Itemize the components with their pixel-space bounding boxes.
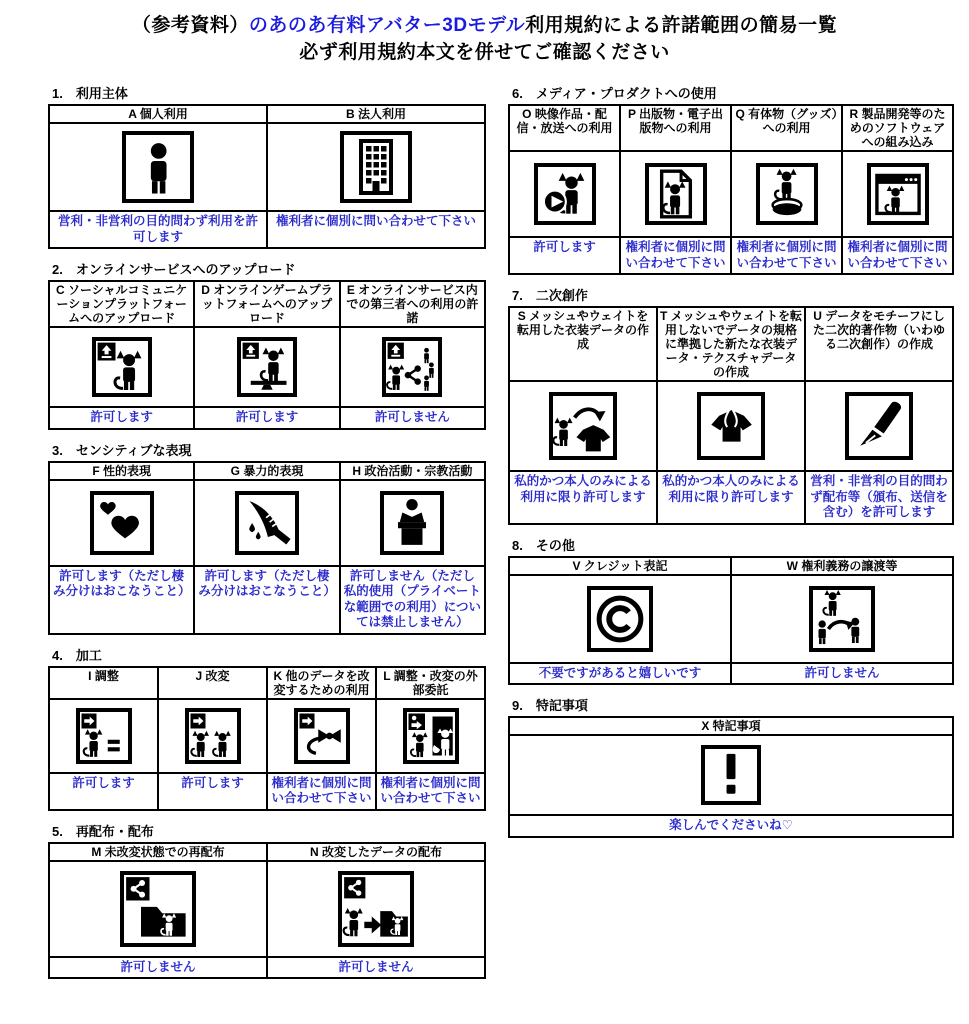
- software-icon: [867, 163, 929, 225]
- icon-cell: [49, 480, 194, 566]
- status-text: 許可しません: [731, 663, 953, 685]
- status-text: 許可します: [158, 773, 267, 810]
- category-header: S メッシュやウェイトを転用した衣装データの作成: [509, 307, 657, 381]
- category-header: R 製品開発等のためのソフトウェアへの組み込み: [842, 105, 953, 151]
- modify-other-data-icon: [294, 708, 350, 764]
- section-heading: 6. メディア・プロダクトへの使用: [512, 86, 717, 101]
- category-header: I 調整: [49, 667, 158, 699]
- section-online-upload: [48, 262, 486, 430]
- category-header: G 暴力的表現: [194, 462, 339, 480]
- status-text: 許可します（ただし棲み分けはおこなうこと）: [49, 566, 194, 634]
- status-text: 許可します: [49, 407, 194, 429]
- category-header: L 調整・改変の外部委託: [376, 667, 485, 699]
- status-text: 許可しません: [267, 957, 485, 979]
- page-title: [0, 12, 969, 66]
- knife-icon: [235, 491, 299, 555]
- modify-icon: [185, 708, 241, 764]
- status-text: 許可します: [509, 237, 620, 274]
- section-heading: 4. 加工: [52, 647, 102, 663]
- status-text: 不要ですがあると嬉しいです: [509, 663, 731, 685]
- icon-cell: [340, 327, 485, 407]
- category-header: E オンラインサービス内での第三者への利用の許諾: [340, 281, 485, 327]
- redistribute-icon: [120, 871, 196, 947]
- permission-table: [508, 104, 954, 275]
- podium-icon: [380, 491, 444, 555]
- status-text: 許可しません: [340, 407, 485, 429]
- title-suffix: 利用規約による許諾範囲の簡易一覧: [525, 15, 838, 36]
- status-text: 営利・非営利の目的問わず利用を許可します: [49, 211, 267, 248]
- icon-cell: [731, 151, 842, 237]
- category-header: O 映像作品・配信・放送への利用: [509, 105, 620, 151]
- section-derivative-works: [508, 288, 954, 525]
- section-usage-subject: [48, 86, 486, 249]
- category-header: W 権利義務の譲渡等: [731, 557, 953, 575]
- title-product-name: のあのあ有料アバター3Dモデル: [248, 15, 526, 36]
- icon-cell: [509, 575, 731, 663]
- left-column: [48, 86, 486, 979]
- category-header: N 改変したデータの配布: [267, 843, 485, 861]
- icon-cell: [509, 381, 657, 471]
- section-processing: [48, 648, 486, 811]
- permission-table: [48, 280, 486, 430]
- section-special-notes: [508, 698, 954, 838]
- icon-cell: [158, 699, 267, 773]
- copyright-icon: [587, 586, 653, 652]
- building-icon: [340, 131, 412, 203]
- icon-cell: [267, 699, 376, 773]
- icon-cell: [842, 151, 953, 237]
- permission-table: [508, 716, 954, 838]
- section-others: [508, 538, 954, 686]
- person-icon: [122, 131, 194, 203]
- category-header: D オンラインゲームプラットフォームへのアップロード: [194, 281, 339, 327]
- title-prefix: （参考資料）: [131, 15, 249, 36]
- section-heading: 1. 利用主体: [52, 86, 128, 101]
- hearts-icon: [90, 491, 154, 555]
- adjust-icon: [76, 708, 132, 764]
- category-header: M 未改変状態での再配布: [49, 843, 267, 861]
- category-header: H 政治活動・宗教活動: [340, 462, 485, 480]
- status-text: 私的かつ本人のみによる利用に限り許可します: [657, 471, 805, 524]
- status-text: 許可しません: [49, 957, 267, 979]
- category-header: A 個人利用: [49, 105, 267, 123]
- permission-table: [48, 104, 486, 249]
- status-text: 楽しんでくださいね♡: [509, 815, 953, 837]
- exclamation-icon: [701, 745, 761, 805]
- section-heading: 7. 二次創作: [512, 288, 588, 303]
- upload-game-icon: [237, 337, 297, 397]
- permission-table: [48, 842, 486, 980]
- category-header: P 出版物・電子出版物への利用: [620, 105, 731, 151]
- icon-cell: [376, 699, 485, 773]
- status-text: 権利者に個別に問い合わせて下さい: [267, 211, 485, 248]
- status-text: 権利者に個別に問い合わせて下さい: [267, 773, 376, 810]
- section-media-product: [508, 86, 954, 275]
- goods-icon: [756, 163, 818, 225]
- icon-cell: [620, 151, 731, 237]
- category-header: X 特記事項: [509, 717, 953, 735]
- status-text: 権利者に個別に問い合わせて下さい: [842, 237, 953, 274]
- icon-cell: [340, 480, 485, 566]
- icon-cell: [731, 575, 953, 663]
- status-text: 権利者に個別に問い合わせて下さい: [620, 237, 731, 274]
- costume-reuse-icon: [549, 392, 617, 460]
- icon-cell: [805, 381, 953, 471]
- category-header: C ソーシャルコミュニケーションプラットフォームへのアップロード: [49, 281, 194, 327]
- title-line-1: [0, 12, 969, 39]
- icon-cell: [194, 327, 339, 407]
- category-header: V クレジット表記: [509, 557, 731, 575]
- video-icon: [534, 163, 596, 225]
- icon-cell: [49, 327, 194, 407]
- status-text: 権利者に個別に問い合わせて下さい: [731, 237, 842, 274]
- icon-cell: [267, 123, 485, 211]
- category-header: F 性的表現: [49, 462, 194, 480]
- icon-cell: [509, 151, 620, 237]
- fanart-pen-icon: [845, 392, 913, 460]
- section-sensitive-expression: [48, 443, 486, 635]
- category-header: J 改変: [158, 667, 267, 699]
- section-heading: 8. その他: [512, 537, 575, 553]
- icon-cell: [267, 861, 485, 957]
- category-header: B 法人利用: [267, 105, 485, 123]
- category-header: T メッシュやウェイトを転用しないでデータの規格に準拠した新たな衣装データ・テクスチャデータの作成: [657, 307, 805, 381]
- status-text: 許可しません（ただし私的使用（プライベートな範囲での利用）については禁止しません）: [340, 566, 485, 634]
- icon-cell: [657, 381, 805, 471]
- category-header: U データをモチーフにした二次的著作物（いわゆる二次創作）の作成: [805, 307, 953, 381]
- title-line-2: 必ず利用規約本文を併せてご確認ください: [299, 42, 670, 63]
- icon-cell: [49, 861, 267, 957]
- permission-table: [48, 461, 486, 635]
- category-header: Q 有体物（グッズ）への利用: [731, 105, 842, 151]
- status-text: 許可します: [194, 407, 339, 429]
- status-text: 許可します: [49, 773, 158, 810]
- section-redistribution: [48, 824, 486, 980]
- upload-social-icon: [92, 337, 152, 397]
- icon-cell: [49, 123, 267, 211]
- icon-cell: [49, 699, 158, 773]
- publication-icon: [645, 163, 707, 225]
- category-header: K 他のデータを改変するための利用: [267, 667, 376, 699]
- transfer-icon: [809, 586, 875, 652]
- permission-table: [508, 306, 954, 525]
- permission-table: [48, 666, 486, 811]
- section-heading: 3. センシティブな表現: [52, 442, 192, 458]
- distribute-modified-icon: [338, 871, 414, 947]
- section-heading: 5. 再配布・配布: [52, 823, 154, 839]
- status-text: 営利・非営利の目的問わず配布等（頒布、送信を含む）を許可します: [805, 471, 953, 524]
- icon-cell: [194, 480, 339, 566]
- upload-third-party-icon: [382, 337, 442, 397]
- icon-cell: [509, 735, 953, 815]
- costume-new-icon: [697, 392, 765, 460]
- section-heading: 2. オンラインサービスへのアップロード: [52, 262, 296, 277]
- status-text: 権利者に個別に問い合わせて下さい: [376, 773, 485, 810]
- section-heading: 9. 特記事項: [512, 698, 588, 713]
- status-text: 私的かつ本人のみによる利用に限り許可します: [509, 471, 657, 524]
- outsource-icon: [403, 708, 459, 764]
- right-column: [508, 86, 954, 838]
- status-text: 許可します（ただし棲み分けはおこなうこと）: [194, 566, 339, 634]
- permission-table: [508, 556, 954, 686]
